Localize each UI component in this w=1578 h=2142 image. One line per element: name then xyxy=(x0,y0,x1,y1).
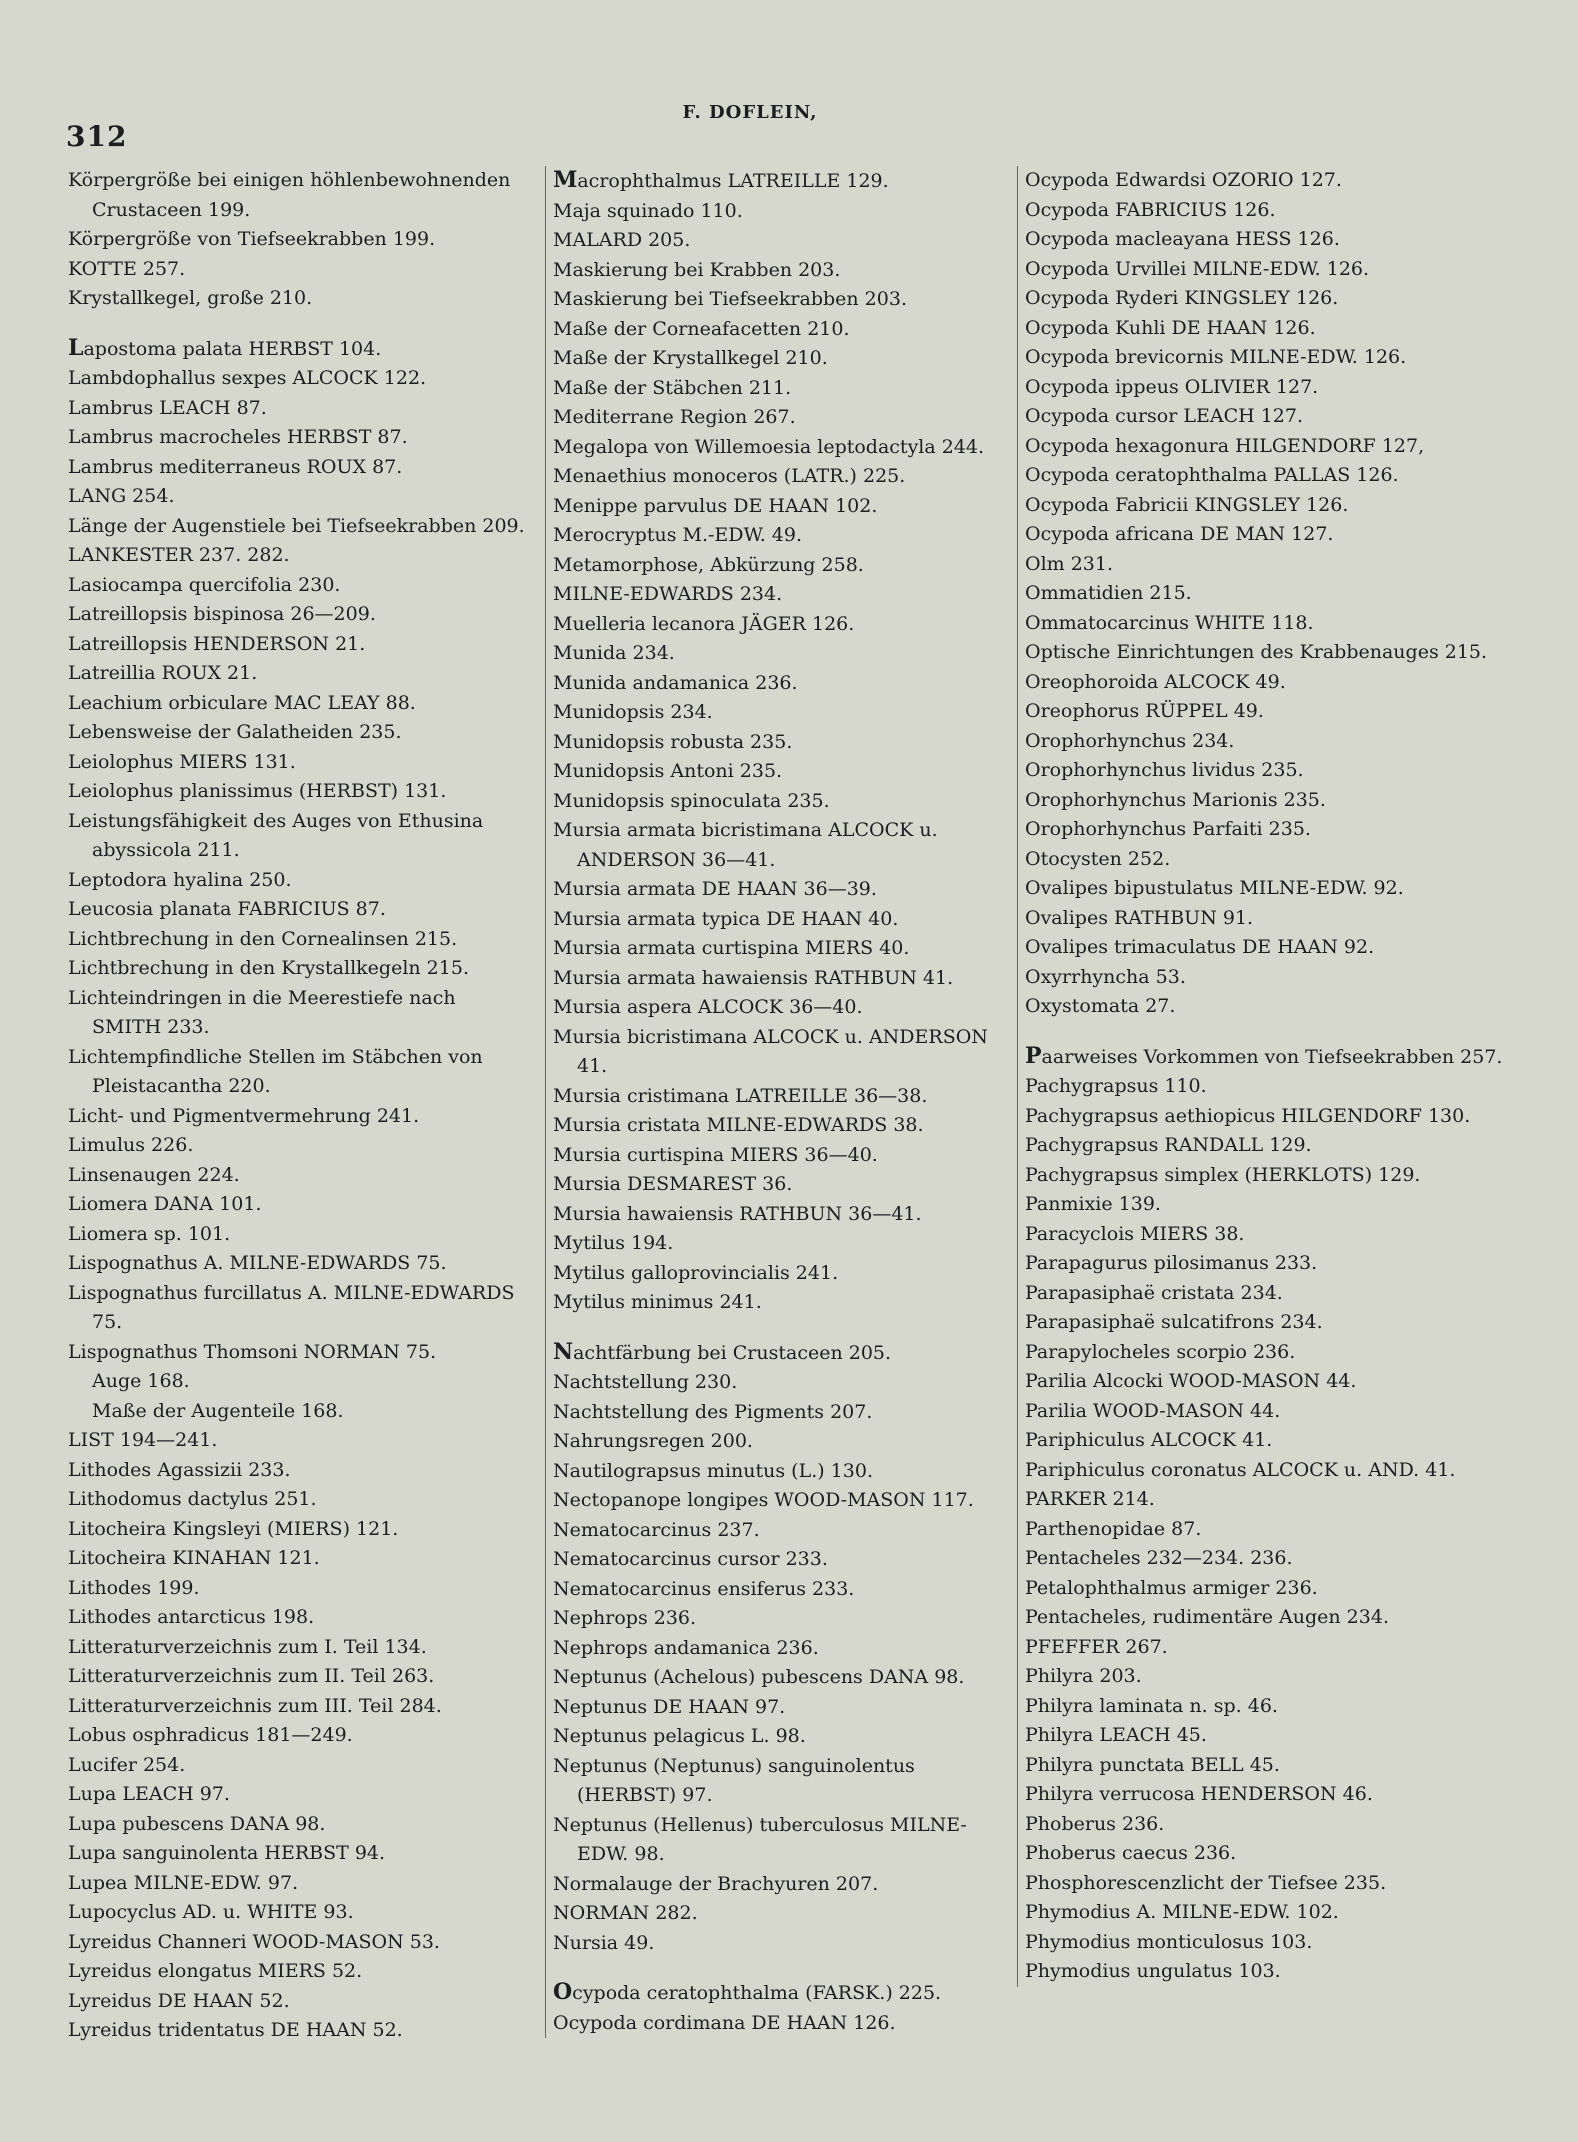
index-entry: Macrophthalmus LATREILLE 129. xyxy=(553,167,889,193)
index-entry: Pachygrapsus aethiopicus HILGENDORF 130. xyxy=(1025,1104,1471,1127)
index-entry: Phymodius monticulosus 103. xyxy=(1025,1930,1313,1953)
index-entry: Ocypoda Ryderi KINGSLEY 126. xyxy=(1025,287,1339,309)
index-entry: Metamorphose, Abkürzung 258. xyxy=(553,553,864,576)
index-entry: Lupa pubescens DANA 98. xyxy=(68,1812,326,1835)
index-entry: Mytilus galloprovincialis 241. xyxy=(553,1261,839,1284)
index-entry: Lapostoma palata HERBST 104. xyxy=(68,334,382,361)
index-entry: Lupa LEACH 97. xyxy=(68,1783,230,1805)
index-entry: Litocheira KINAHAN 121. xyxy=(68,1547,320,1569)
index-entry: Parthenopidae 87. xyxy=(1025,1517,1202,1540)
index-entry: Leistungsfähigkeit des Auges von Ethusina abyssicola 211. xyxy=(68,809,484,861)
running-head: F. DOFLEIN, xyxy=(682,102,818,123)
index-entry: Lispognathus furcillatus A. MILNE-EDWARDS 75. xyxy=(68,1281,515,1333)
index-entry: Lambrus mediterraneus ROUX 87. xyxy=(68,455,403,478)
index-entry: Pentacheles, rudimentäre Augen 234. xyxy=(1025,1606,1389,1628)
index-entry: Parilia Alcocki WOOD-MASON 44. xyxy=(1025,1370,1357,1392)
index-entry: LANKESTER 237. 282. xyxy=(68,544,290,566)
index-entry: Nephrops 236. xyxy=(553,1607,697,1629)
index-entry: Lithodes antarcticus 198. xyxy=(68,1606,315,1628)
index-entry: Philyra laminata n. sp. 46. xyxy=(1025,1694,1278,1717)
index-entry: Mytilus minimus 241. xyxy=(553,1291,762,1313)
index-entry: Lispognathus A. MILNE-EDWARDS 75. xyxy=(68,1252,447,1274)
index-entry: Panmixie 139. xyxy=(1025,1193,1161,1215)
index-entry: Oxystomata 27. xyxy=(1025,995,1176,1017)
index-entry: Pachygrapsus 110. xyxy=(1025,1075,1207,1097)
index-entry: Leachium orbiculare MAC LEAY 88. xyxy=(68,691,416,714)
index-entry: Munida 234. xyxy=(553,642,675,664)
index-entry: Neptunus (Hellenus) tuberculosus MILNE-EDW. 98. xyxy=(553,1813,967,1865)
index-entry: Latreillia ROUX 21. xyxy=(68,662,258,684)
index-entry: Nematocarcinus cursor 233. xyxy=(553,1548,828,1570)
index-entry: Mursia cristata MILNE-EDWARDS 38. xyxy=(553,1114,924,1136)
index-entry: Liomera DANA 101. xyxy=(68,1193,262,1215)
index-entry: Lucifer 254. xyxy=(68,1753,186,1776)
index-entry: Menippe parvulus DE HAAN 102. xyxy=(553,494,878,517)
index-entry: Orophorhynchus Parfaiti 235. xyxy=(1025,818,1311,840)
index-entry: Neptunus pelagicus L. 98. xyxy=(553,1725,806,1747)
index-entry: Lyreidus Channeri WOOD-MASON 53. xyxy=(68,1930,440,1953)
index-entry: Munida andamanica 236. xyxy=(553,671,798,694)
index-entry: Nectopanope longipes WOOD-MASON 117. xyxy=(553,1489,974,1511)
index-entry: Phosphorescenzlicht der Tiefsee 235. xyxy=(1025,1871,1387,1894)
index-entry: Leucosia planata FABRICIUS 87. xyxy=(68,898,386,920)
index-entry: PARKER 214. xyxy=(1025,1488,1155,1510)
index-entry: Petalophthalmus armiger 236. xyxy=(1025,1576,1318,1599)
index-entry: Ommatocarcinus WHITE 118. xyxy=(1025,611,1314,634)
index-entry: Leiolophus MIERS 131. xyxy=(68,750,296,773)
index-entry: Neptunus DE HAAN 97. xyxy=(553,1695,786,1718)
index-entry: Litocheira Kingsleyi (MIERS) 121. xyxy=(68,1517,399,1540)
index-entry: Maße der Krystallkegel 210. xyxy=(553,347,828,369)
index-entry: Ocypoda Fabricii KINGSLEY 126. xyxy=(1025,493,1349,516)
index-entry: Ocypoda brevicornis MILNE-EDW. 126. xyxy=(1025,346,1407,368)
section-gap xyxy=(553,1958,1015,1978)
index-entry: Orophorhynchus Marionis 235. xyxy=(1025,788,1326,811)
index-entry: Auge 168. xyxy=(92,1370,190,1392)
index-entry: Mursia cristimana LATREILLE 36—38. xyxy=(553,1084,928,1107)
index-entry: Ocypoda ceratophthalma PALLAS 126. xyxy=(1025,464,1399,486)
index-entry: Ocypoda africana DE MAN 127. xyxy=(1025,523,1334,545)
index-entry: Lupa sanguinolenta HERBST 94. xyxy=(68,1842,386,1864)
index-entry: Maskierung bei Tiefseekrabben 203. xyxy=(553,288,907,310)
index-entry: Ocypoda cordimana DE HAAN 126. xyxy=(553,2011,896,2034)
index-entry: Lobus osphradicus 181—249. xyxy=(68,1724,353,1746)
index-entry: Phoberus 236. xyxy=(1025,1812,1165,1835)
index-entry: Pariphiculus coronatus ALCOCK u. AND. 41. xyxy=(1025,1458,1456,1481)
index-entry: Phymodius ungulatus 103. xyxy=(1025,1960,1281,1982)
index-entry: Mursia armata hawaiensis RATHBUN 41. xyxy=(553,966,954,989)
index-entry: Lupea MILNE-EDW. 97. xyxy=(68,1871,299,1894)
index-entry: Oreophoroida ALCOCK 49. xyxy=(1025,670,1286,693)
index-entry: Maja squinado 110. xyxy=(553,199,743,222)
index-entry: Mursia curtispina MIERS 36—40. xyxy=(553,1143,878,1166)
index-entry: Parilia WOOD-MASON 44. xyxy=(1025,1399,1281,1422)
index-entry: Optische Einrichtungen des Krabbenauges 215. xyxy=(1025,641,1488,663)
section-gap xyxy=(68,314,530,334)
index-entry: Nachtstellung 230. xyxy=(553,1371,738,1393)
index-entry: Nephrops andamanica 236. xyxy=(553,1636,819,1659)
index-entry: Neptunus (Neptunus) sanguinolentus (HERBST) 97. xyxy=(553,1754,915,1806)
index-entry: Munidopsis robusta 235. xyxy=(553,730,793,753)
index-entry: Munidopsis Antoni 235. xyxy=(553,760,783,782)
index-entry: Lichtbrechung in den Cornealinsen 215. xyxy=(68,927,458,950)
index-column-middle xyxy=(545,166,1015,2038)
index-entry: Nahrungsregen 200. xyxy=(553,1430,753,1452)
index-entry: Paracyclois MIERS 38. xyxy=(1025,1222,1245,1245)
index-entry: Ocypoda macleayana HESS 126. xyxy=(1025,228,1340,250)
index-entry: Mytilus 194. xyxy=(553,1232,674,1254)
index-entry: Munidopsis spinoculata 235. xyxy=(553,789,830,812)
section-gap xyxy=(553,1318,1015,1338)
index-entry: Lebensweise der Galatheiden 235. xyxy=(68,721,402,743)
index-entry: Ommatidien 215. xyxy=(1025,582,1192,604)
index-entry: Maße der Corneafacetten 210. xyxy=(553,317,850,340)
index-entry: Parapasiphaë sulcatifrons 234. xyxy=(1025,1311,1323,1333)
index-entry: Parapasiphaë cristata 234. xyxy=(1025,1281,1283,1304)
index-entry: Lichtempfindliche Stellen im Stäbchen von Pleistacantha 220. xyxy=(68,1045,483,1097)
index-entry: Mursia armata DE HAAN 36—39. xyxy=(553,878,877,900)
index-entry: Munidopsis 234. xyxy=(553,701,713,723)
index-entry: Mursia aspera ALCOCK 36—40. xyxy=(553,996,863,1018)
section-gap xyxy=(1025,1022,1505,1042)
index-entry: Orophorhynchus lividus 235. xyxy=(1025,759,1304,781)
index-entry: Nautilograpsus minutus (L.) 130. xyxy=(553,1459,873,1482)
index-entry: Parapylocheles scorpio 236. xyxy=(1025,1340,1296,1363)
index-entry: Litteraturverzeichnis zum III. Teil 284. xyxy=(68,1694,442,1717)
index-entry: Orophorhynchus 234. xyxy=(1025,729,1235,752)
index-entry: LANG 254. xyxy=(68,485,175,507)
index-entry: Lupocyclus AD. u. WHITE 93. xyxy=(68,1901,354,1923)
index-entry: Lithodes 199. xyxy=(68,1576,200,1599)
index-entry: KOTTE 257. xyxy=(68,257,186,280)
index-entry: Nursia 49. xyxy=(553,1931,655,1954)
page-number: 312 xyxy=(66,120,128,153)
index-entry: Olm 231. xyxy=(1025,552,1114,575)
index-entry: Lambdophallus sexpes ALCOCK 122. xyxy=(68,367,427,389)
index-entry: Litteraturverzeichnis zum I. Teil 134. xyxy=(68,1635,427,1658)
index-entry: Otocysten 252. xyxy=(1025,847,1171,870)
index-entry: Lyreidus DE HAAN 52. xyxy=(68,1989,290,2012)
index-entry: PFEFFER 267. xyxy=(1025,1635,1168,1658)
index-entry: Pachygrapsus RANDALL 129. xyxy=(1025,1134,1312,1156)
index-entry: Philyra LEACH 45. xyxy=(1025,1724,1207,1746)
index-entry: Mursia bicristimana ALCOCK u. ANDERSON 41. xyxy=(553,1025,988,1077)
index-entry: Körpergröße bei einigen höhlenbewohnenden Crustaceen 199. xyxy=(68,169,511,221)
index-entry: Latreillopsis bispinosa 26—209. xyxy=(68,603,376,625)
index-entry: Mursia armata bicristimana ALCOCK u. ANDERSON 36—41. xyxy=(553,819,938,871)
index-entry: Lyreidus tridentatus DE HAAN 52. xyxy=(68,2019,403,2041)
index-entry: Nematocarcinus ensiferus 233. xyxy=(553,1577,855,1600)
index-entry: NORMAN 282. xyxy=(553,1902,698,1924)
index-column-left xyxy=(68,166,530,2046)
index-entry: Ocypoda Kuhli DE HAAN 126. xyxy=(1025,316,1316,339)
index-entry: MILNE-EDWARDS 234. xyxy=(553,583,783,605)
index-entry: Licht- und Pigmentvermehrung 241. xyxy=(68,1104,420,1127)
index-entry: Mursia hawaiensis RATHBUN 36—41. xyxy=(553,1202,922,1225)
index-entry: Muelleria lecanora JÄGER 126. xyxy=(553,612,855,635)
index-entry: Philyra punctata BELL 45. xyxy=(1025,1753,1280,1776)
index-entry: Merocryptus M.-EDW. 49. xyxy=(553,524,803,546)
index-entry: Mursia armata curtispina MIERS 40. xyxy=(553,937,910,959)
index-entry: Ocypoda ippeus OLIVIER 127. xyxy=(1025,375,1319,398)
index-entry: Maskierung bei Krabben 203. xyxy=(553,258,841,281)
index-entry: Leptodora hyalina 250. xyxy=(68,868,292,891)
index-entry: Krystallkegel, große 210. xyxy=(68,287,313,309)
index-entry: Philyra 203. xyxy=(1025,1665,1142,1687)
index-entry: Lambrus LEACH 87. xyxy=(68,396,267,419)
index-entry: MALARD 205. xyxy=(553,229,691,251)
index-entry: Oxyrrhyncha 53. xyxy=(1025,965,1186,988)
index-entry: Ocypoda Urvillei MILNE-EDW. 126. xyxy=(1025,257,1370,280)
index-entry: Liomera sp. 101. xyxy=(68,1222,231,1245)
index-entry: Körpergröße von Tiefseekrabben 199. xyxy=(68,228,436,250)
index-entry: Länge der Augenstiele bei Tiefseekrabben 209. xyxy=(68,514,525,537)
index-entry: Lichtbrechung in den Krystallkegeln 215. xyxy=(68,957,469,979)
index-entry: Ocypoda cursor LEACH 127. xyxy=(1025,405,1304,427)
index-entry: Ovalipes bipustulatus MILNE-EDW. 92. xyxy=(1025,877,1404,899)
index-entry: Megalopa von Willemoesia leptodactyla 244. xyxy=(553,435,985,458)
index-entry: Lasiocampa quercifolia 230. xyxy=(68,573,341,596)
index-entry: Oreophorus RÜPPEL 49. xyxy=(1025,700,1264,722)
index-entry: Phoberus caecus 236. xyxy=(1025,1842,1237,1864)
index-entry: Maße der Augenteile 168. xyxy=(92,1399,344,1422)
index-entry: Maße der Stäbchen 211. xyxy=(553,376,792,399)
index-column-right xyxy=(1017,166,1505,1987)
index-entry: LIST 194—241. xyxy=(68,1429,218,1451)
index-entry: Latreillopsis HENDERSON 21. xyxy=(68,632,366,655)
index-entry: Leiolophus planissimus (HERBST) 131. xyxy=(68,780,447,802)
index-entry: Mediterrane Region 267. xyxy=(553,406,796,428)
index-entry: Ocypoda FABRICIUS 126. xyxy=(1025,198,1276,221)
index-entry: Limulus 226. xyxy=(68,1134,194,1156)
index-entry: Pachygrapsus simplex (HERKLOTS) 129. xyxy=(1025,1163,1421,1186)
index-entry: Litteraturverzeichnis zum II. Teil 263. xyxy=(68,1665,435,1687)
index-entry: Ocypoda hexagonura HILGENDORF 127, xyxy=(1025,434,1425,457)
index-entry: Ocypoda ceratophthalma (FARSK.) 225. xyxy=(553,1979,942,2005)
index-entry: Lithodomus dactylus 251. xyxy=(68,1488,317,1510)
index-entry: Ovalipes trimaculatus DE HAAN 92. xyxy=(1025,936,1375,958)
index-entry: Pentacheles 232—234. 236. xyxy=(1025,1547,1293,1569)
index-entry: Mursia DESMAREST 36. xyxy=(553,1173,793,1195)
index-entry: Pariphiculus ALCOCK 41. xyxy=(1025,1429,1273,1451)
index-entry: Nachtstellung des Pigments 207. xyxy=(553,1400,873,1423)
index-entry: Nachtfärbung bei Crustaceen 205. xyxy=(553,1338,892,1365)
index-entry: Paarweises Vorkommen von Tiefseekrabben 257. xyxy=(1025,1042,1503,1069)
index-entry: Normalauge der Brachyuren 207. xyxy=(553,1872,879,1895)
index-entry: Linsenaugen 224. xyxy=(68,1163,240,1186)
index-entry: Menaethius monoceros (LATR.) 225. xyxy=(553,465,906,487)
index-entry: Philyra verrucosa HENDERSON 46. xyxy=(1025,1783,1373,1805)
index-entry: Lithodes Agassizii 233. xyxy=(68,1458,291,1481)
index-entry: Parapagurus pilosimanus 233. xyxy=(1025,1252,1318,1274)
index-entry: Ocypoda Edwardsi OZORIO 127. xyxy=(1025,169,1342,191)
index-entry: Lispognathus Thomsoni NORMAN 75. xyxy=(68,1340,437,1363)
index-entry: Ovalipes RATHBUN 91. xyxy=(1025,906,1254,929)
index-entry: Lyreidus elongatus MIERS 52. xyxy=(68,1960,363,1982)
index-entry: Neptunus (Achelous) pubescens DANA 98. xyxy=(553,1666,965,1688)
index-entry: Lambrus macrocheles HERBST 87. xyxy=(68,426,408,448)
index-entry: Phymodius A. MILNE-EDW. 102. xyxy=(1025,1901,1339,1923)
index-entry: Mursia armata typica DE HAAN 40. xyxy=(553,907,899,930)
index-entry: Nematocarcinus 237. xyxy=(553,1518,760,1541)
index-entry: Lichteindringen in die Meerestiefe nach SMITH 233. xyxy=(68,986,456,1038)
